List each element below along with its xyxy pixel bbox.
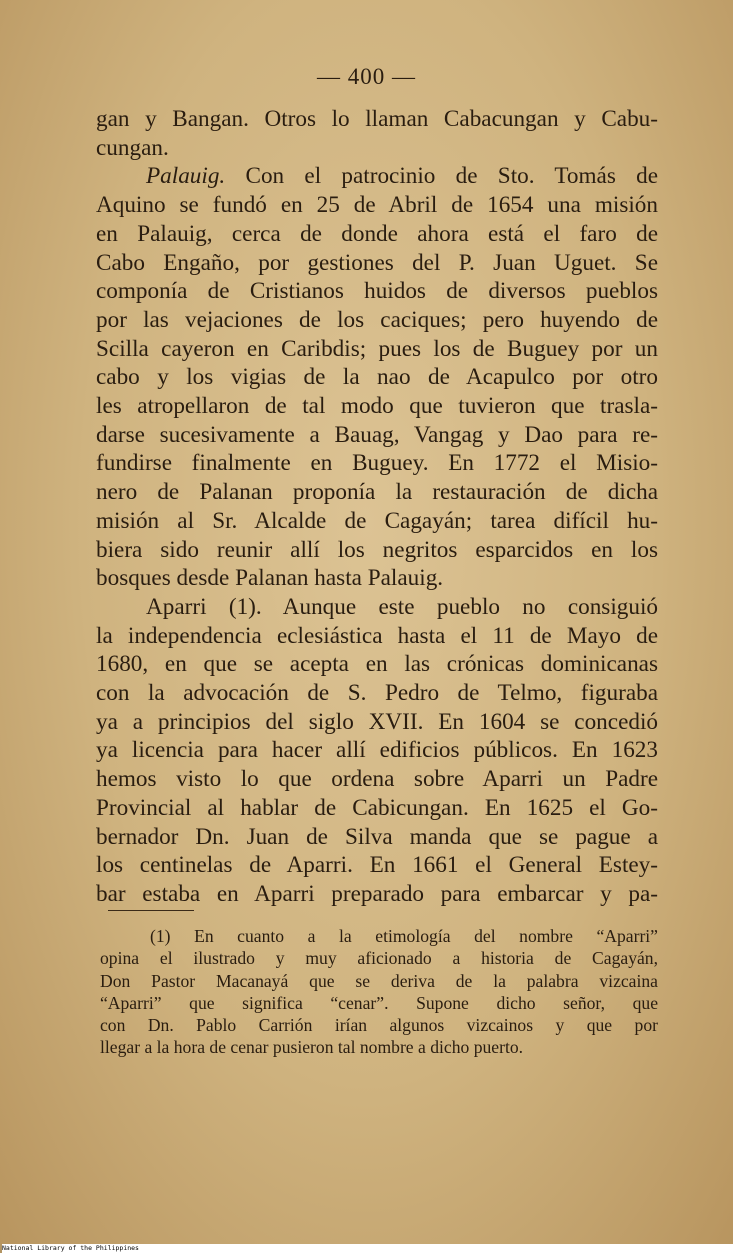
text-line-text: nero de Palanan proponía la restauración de dicha <box>96 479 658 506</box>
text-line <box>96 880 658 909</box>
text-line-text: Provincial al hablar de Cabicungan. En 1625 el Go- <box>96 794 658 821</box>
text-line-text: ya licencia para hacer allí edificios públicos. En 1623 <box>96 737 658 764</box>
text-line-text: bar estaba en Aparri preparado para embarcar y pa- <box>96 880 658 907</box>
text-line <box>96 392 658 421</box>
text-line <box>96 765 658 794</box>
text-line-text: los centinelas de Aparri. En 1661 el General Estey- <box>96 852 658 879</box>
footnote-line <box>100 1014 658 1036</box>
text-line-text: cabo y los vigias de la nao de Acapulco por otro <box>96 364 658 391</box>
text-line-text: biera sido reunir allí los negritos esparcidos en los <box>96 536 658 563</box>
footnote-line-text: Don Pastor Macanayá que se deriva de la palabra vizcaina <box>100 970 658 991</box>
footnote <box>100 925 658 1059</box>
text-line <box>96 449 658 478</box>
text-line-text: Cabo Engaño, por gestiones del P. Juan Uguet. Se <box>96 249 658 276</box>
footnote-line-text: con Dn. Pablo Carrión irían algunos vizcainos y que por <box>100 1015 658 1036</box>
footnote-line <box>100 970 658 992</box>
text-line <box>96 679 658 708</box>
text-line-text: cungan. <box>96 134 169 161</box>
text-line <box>96 191 658 220</box>
page-number: — 400 — <box>317 64 416 89</box>
text-line <box>96 736 658 765</box>
text-line <box>96 363 658 392</box>
footnote-line <box>100 1036 658 1058</box>
text-line-text: Aparri (1). Aunque este pueblo no consiguió <box>146 593 658 620</box>
text-line-text: en Palauig, cerca de donde ahora está el faro de <box>96 220 658 247</box>
text-line <box>96 794 658 823</box>
text-line-text: fundirse finalmente en Buguey. En 1772 el Misio- <box>96 450 658 477</box>
text-line <box>96 536 658 565</box>
text-line <box>96 421 658 450</box>
footnote-line-text: “Aparri” que significa “cenar”. Supone dicho señor, que <box>100 992 658 1013</box>
text-line-text: Aquino se fundó en 25 de Abril de 1654 una misión <box>96 192 658 219</box>
text-line-text: hemos visto lo que ordena sobre Aparri un Padre <box>96 766 658 793</box>
footnote-line-text: llegar a la hora de cenar pusieron tal nombre a dicho puerto. <box>100 1037 524 1058</box>
text-line <box>96 134 658 163</box>
library-credit: National Library of the Philippines <box>2 1244 733 1253</box>
footnote-line <box>100 947 658 969</box>
footnote-line <box>100 925 658 947</box>
body-text <box>96 105 658 909</box>
text-line <box>96 851 658 880</box>
text-line <box>96 478 658 507</box>
text-line <box>96 105 658 134</box>
text-line-text: 1680, en que se acepta en las crónicas dominicanas <box>96 651 658 678</box>
text-line <box>96 507 658 536</box>
italic-heading: Palauig. <box>146 163 226 190</box>
text-line <box>96 823 658 852</box>
text-line <box>96 249 658 278</box>
text-line <box>96 220 658 249</box>
text-line <box>96 335 658 364</box>
text-line-text: la independencia eclesiástica hasta el 11 de Mayo de <box>96 622 658 649</box>
text-line-text: bernador Dn. Juan de Silva manda que se pague a <box>96 823 658 850</box>
text-line-text: les atropellaron de tal modo que tuvieron que trasla- <box>96 393 658 420</box>
footnote-line <box>100 992 658 1014</box>
text-line-text: gan y Bangan. Otros lo llaman Cabacungan y Cabu- <box>96 106 658 132</box>
text-line <box>96 162 658 191</box>
text-line <box>96 593 658 622</box>
text-line <box>96 650 658 679</box>
text-line-text: misión al Sr. Alcalde de Cagayán; tarea difícil hu- <box>96 507 658 534</box>
text-line-text: por las vejaciones de los caciques; pero huyendo de <box>96 306 658 333</box>
footnote-line-text: opina el ilustrado y muy aficionado a historia de Cagayán, <box>100 948 658 969</box>
footnote-separator <box>108 910 194 911</box>
text-line <box>96 622 658 651</box>
text-line-text: ya a principios del siglo XVII. En 1604 se concedió <box>96 708 658 735</box>
text-line-text: Scilla cayeron en Caribdis; pues los de Buguey por un <box>96 335 658 362</box>
text-line-text: con la advocación de S. Pedro de Telmo, figuraba <box>96 680 658 707</box>
text-line <box>96 306 658 335</box>
footnote-line-text: (1) En cuanto a la etimología del nombre “Aparri” <box>150 926 658 946</box>
text-line-text: darse sucesivamente a Bauag, Vangag y Dao para re- <box>96 421 658 448</box>
text-line-text: Con el patrocinio de Sto. Tomás de <box>225 163 658 190</box>
text-line-text: componía de Cristianos huidos de diversos pueblos <box>96 278 658 305</box>
text-line <box>96 564 658 593</box>
text-line-text: bosques desde Palanan hasta Palauig. <box>96 565 444 592</box>
text-line <box>96 708 658 737</box>
text-line <box>96 277 658 306</box>
